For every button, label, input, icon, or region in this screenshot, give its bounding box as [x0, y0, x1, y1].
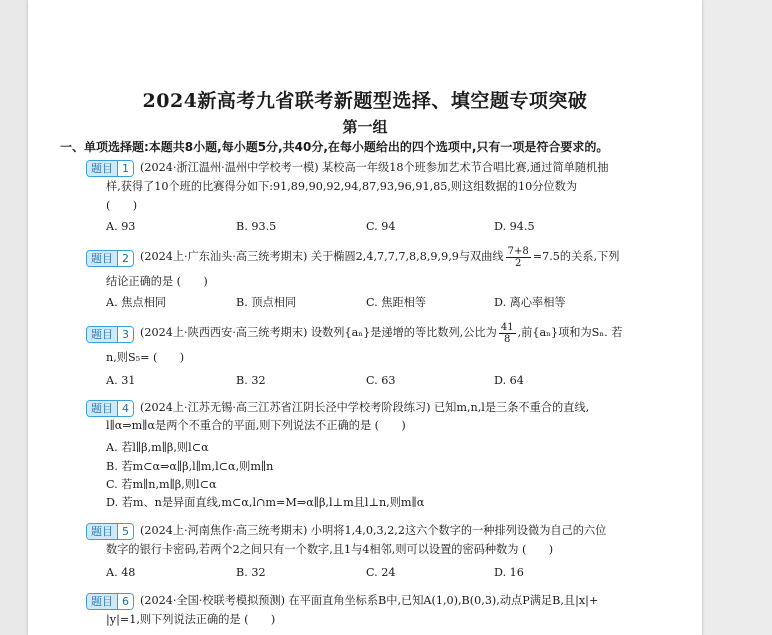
option-a: A. 93 [106, 220, 136, 233]
question-tag-5 [86, 523, 134, 540]
question-5-line-1: (2024上·河南焦作·高三统考期末) 小明将1,4,0,3,2,2这六个数字的一种排列设微为自己的六位 [140, 524, 607, 537]
question-4-line-1: (2024上·江苏无锡·高三江苏省江阴长泾中学校考阶段练习) 已知m,n,l是三条不重合的直线, [140, 401, 590, 414]
question-3-line-2: n,则S₅= ( ) [106, 351, 185, 364]
question-number: 2 [117, 251, 133, 266]
question-number: 4 [117, 401, 133, 416]
section-instructions: 一、单项选择题:本题共8小题,每小题5分,共40分,在每小题给出的四个选项中,只有一项是符合要求的。 [60, 140, 609, 154]
fraction-denominator: 8 [504, 333, 511, 345]
question-1-line-3: ( ) [106, 199, 138, 212]
question-1-line-2: 样,获得了10个班的比赛得分如下:91,89,90,92,94,87,93,96,91,85,则这组数据的10分位数为 [106, 180, 578, 193]
question-tag-label: 题目 [87, 401, 117, 416]
question-3-text-pre: (2024上·陕西西安·高三统考期末) 设数列{aₙ}是递增的等比数列,公比为 [140, 326, 497, 339]
option-a: A. 31 [106, 374, 136, 387]
question-number: 3 [117, 327, 133, 342]
question-2-text-pre: (2024上·广东汕头·高三统考期末) 关于椭圆2,4,7,7,7,8,8,9,9,9与双曲线 [140, 250, 504, 263]
option-c: C. 焦距相等 [366, 296, 427, 309]
option-d: D. 94.5 [494, 220, 535, 233]
question-3-text-post: ,前{aₙ}项和为Sₙ. 若 [517, 326, 623, 339]
option-d: D. 16 [494, 566, 524, 579]
page-title: 2024新高考九省联考新题型选择、填空题专项突破 [142, 90, 588, 112]
question-tag-2 [86, 250, 134, 267]
question-tag-label: 题目 [87, 251, 117, 266]
question-4-line-2: l∥α⇒m∥α是两个不重合的平面,则下列说法不正确的是 ( ) [106, 419, 406, 432]
question-tag-6 [86, 593, 134, 610]
question-6-line-2: |y|=1,则下列说法正确的是 ( ) [106, 613, 276, 626]
fraction-denominator: 2 [514, 257, 522, 269]
choice-c: C. 若m∥n,m∥β,则l⊂α [106, 478, 217, 491]
option-a: A. 焦点相同 [106, 296, 166, 309]
question-tag-label: 题目 [87, 524, 117, 539]
option-b: B. 32 [236, 566, 266, 579]
fraction [506, 246, 531, 269]
option-c: C. 24 [366, 566, 396, 579]
option-c: C. 63 [366, 374, 396, 387]
question-5-line-2: 数字的银行卡密码,若两个2之间只有一个数字,且1与4相邻,则可以设置的密码种数为 ( ) [106, 543, 554, 556]
document-page[interactable] [28, 0, 702, 635]
choice-b: B. 若m⊂α⇒α∥β,l∥m,l⊂α,则m∥n [106, 460, 274, 473]
choice-d: D. 若m、n是异面直线,m⊂α,l∩m=M⇒α∥β,l⊥m且l⊥n,则m∥α [106, 496, 425, 509]
question-number: 6 [117, 594, 133, 609]
viewer-background [702, 0, 772, 635]
fraction-numerator: 41 [500, 321, 514, 333]
option-d: D. 64 [494, 374, 524, 387]
option-a: A. 48 [106, 566, 136, 579]
question-2-line-1 [140, 245, 619, 269]
question-tag-label: 题目 [87, 327, 117, 342]
option-b: B. 顶点相同 [236, 296, 297, 309]
option-d: D. 离心率相等 [494, 296, 566, 309]
option-c: C. 94 [366, 220, 396, 233]
fraction [499, 322, 516, 345]
question-2-line-2: 结论正确的是 ( ) [106, 275, 208, 288]
question-3-line-1 [140, 321, 622, 345]
question-2-text-post: =7.5的关系,下列 [532, 250, 620, 263]
question-1-line-1: (2024·浙江温州·温州中学校考一模) 某校高一年级18个班参加艺术节合唱比赛,通过简单随机抽 [140, 161, 609, 174]
question-tag-label: 题目 [87, 594, 117, 609]
question-tag-3 [86, 326, 134, 343]
group-heading: 第一组 [342, 118, 388, 136]
option-b: B. 93.5 [236, 220, 277, 233]
question-tag-4 [86, 400, 134, 417]
choice-a: A. 若l∥β,m∥β,则l⊂α [106, 441, 209, 454]
option-b: B. 32 [236, 374, 266, 387]
question-number: 1 [117, 161, 133, 176]
question-tag-label: 题目 [87, 161, 117, 176]
question-number: 5 [117, 524, 133, 539]
question-6-line-1: (2024·全国·校联考模拟预测) 在平面直角坐标系B中,已知A(1,0),B(0,3),动点P满足B,且|x|+ [140, 594, 599, 607]
fraction-numerator: 7+8 [507, 245, 529, 257]
question-tag-1 [86, 160, 134, 177]
